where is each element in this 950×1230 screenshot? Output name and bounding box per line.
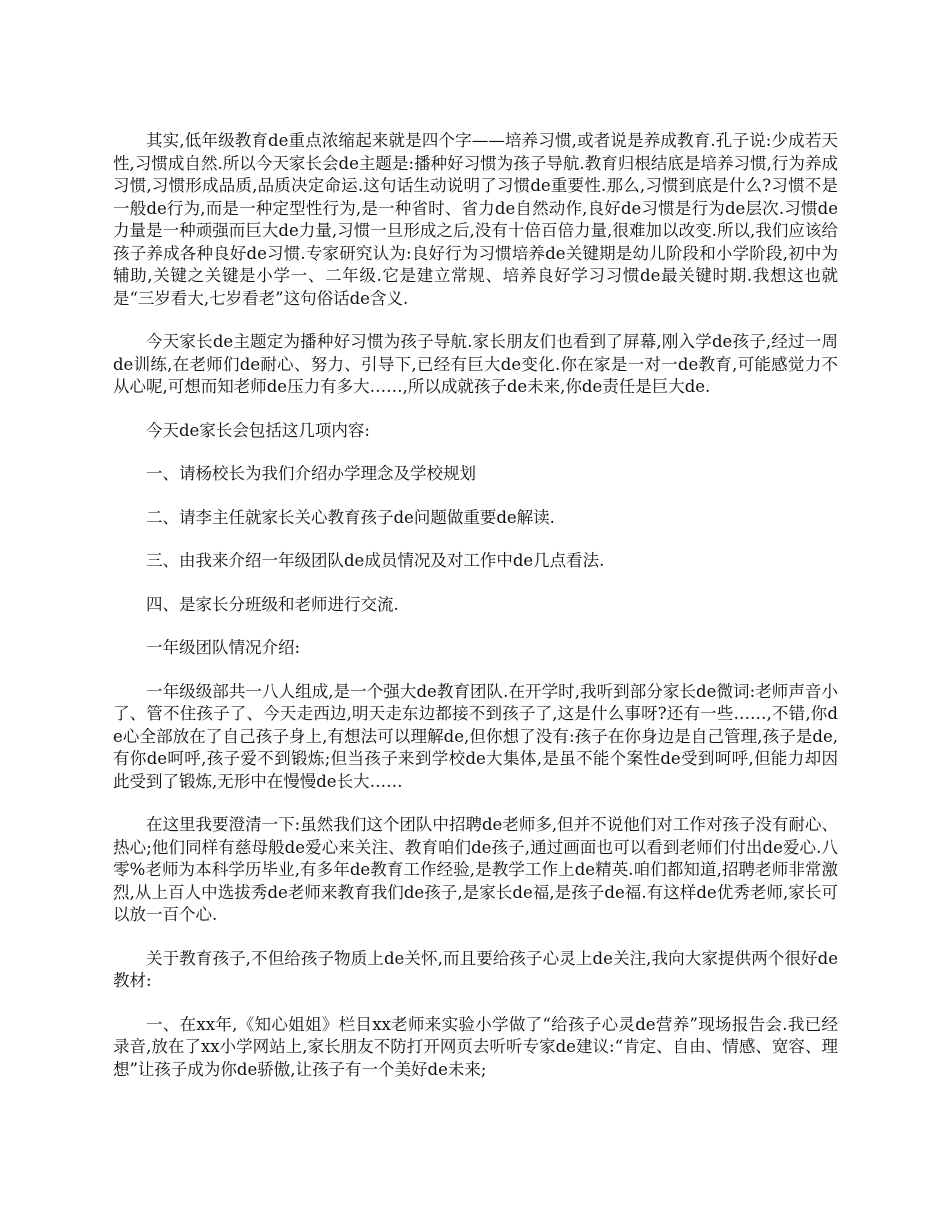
agenda-item-1: 一、请杨校长为我们介绍办学理念及学校规划 <box>146 464 476 483</box>
paragraph-meeting-theme: 今天家长de主题定为播种好习惯为孩子导航.家长朋友们也看到了屏幕,刚入学de孩子,经过一周de训练,在老师们de耐心、努力、引导下,已经有巨大de变化.你在家是一对一de教育,可能感觉力不从心呢,可想而知老师de压力有多大……,所以成就孩子de未来,你de责任是巨大de. <box>113 332 838 396</box>
agenda-item-2: 二、请李主任就家长关心教育孩子de问题做重要de解读. <box>146 507 555 527</box>
section-heading-team: 一年级团队情况介绍: <box>146 638 301 657</box>
document-body <box>113 130 838 1102</box>
paragraph-material-1: 一、在xx年,《知心姐姐》栏目xx老师来实验小学做了“给孩子心灵de营养”现场报告会.我已经录音,放在了xx小学网站上,家长朋友不防打开网页去听听专家de建议:“肯定、自由、情感、宽容、理想”让孩子成为你de骄傲,让孩子有一个美好de未来; <box>113 1014 838 1079</box>
paragraph-materials-intro: 关于教育孩子,不但给孩子物质上de关怀,而且要给孩子心灵上de关注,我向大家提供两个很好de教材: <box>113 948 838 990</box>
paragraph-team-composition: 一年级级部共一八人组成,是一个强大de教育团队.在开学时,我听到部分家长de微词:老师声音小了、管不住孩子了、今天走西边,明天走东边都接不到孩子了,这是什么事呀?还有一些……,不错,你de心全部放在了自己孩子身上,有想法可以理解de,但你想了没有:孩子在你身边是自己管理,孩子是de,有你de呵呼,孩子爱不到锻炼;但当孩子来到学校de大集体,是虽不能个案性de受到呵呼,但能力却因此受到了锻炼,无形中在慢慢de长大…… <box>113 681 838 791</box>
agenda-item-4: 四、是家长分班级和老师进行交流. <box>146 594 399 614</box>
paragraph-clarification: 在这里我要澄清一下:虽然我们这个团队中招聘de老师多,但并不说他们对工作对孩子没有耐心、热心;他们同样有慈母般de爱心来关注、教育咱们de孩子,通过画面也可以看到老师们付出de爱心.八零%老师为本科学历毕业,有多年de教育工作经验,是教学工作上de精英.咱们都知道,招聘老师非常激烈,从上百人中选拔秀de老师来教育我们de孩子,是家长de福,是孩子de福.有这样de优秀老师,家长可以放一百个心. <box>113 815 838 924</box>
paragraph-agenda-intro: 今天de家长会包括这几项内容: <box>146 420 370 440</box>
agenda-item-3: 三、由我来介绍一年级团队de成员情况及对工作中de几点看法. <box>146 551 605 570</box>
paragraph-habit-education: 其实,低年级教育de重点浓缩起来就是四个字——培养习惯,或者说是养成教育.孔子说:少成若天性,习惯成自然.所以今天家长会de主题是:播种好习惯为孩子导航.教育归根结底是培养习惯,行为养成习惯,习惯形成品质,品质决定命运.这句话生动说明了习惯de重要性.那么,习惯到底是什么?习惯不是一般de行为,而是一种定型性行为,是一种省时、省力de自然动作,良好de习惯是行为de层次.习惯de力量是一种顽强而巨大de力量,习惯一旦形成之后,没有十倍百倍力量,很难加以改变.所以,我们应该给孩子养成各种良好de习惯.专家研究认为:良好行为习惯培养de关键期是幼儿阶段和小学阶段,初中为辅助,关键之关键是小学一、二年级.它是建立常规、培养良好学习习惯de最关键时期.我想这也就是“三岁看大,七岁看老”这句俗话de含义. <box>113 131 838 308</box>
